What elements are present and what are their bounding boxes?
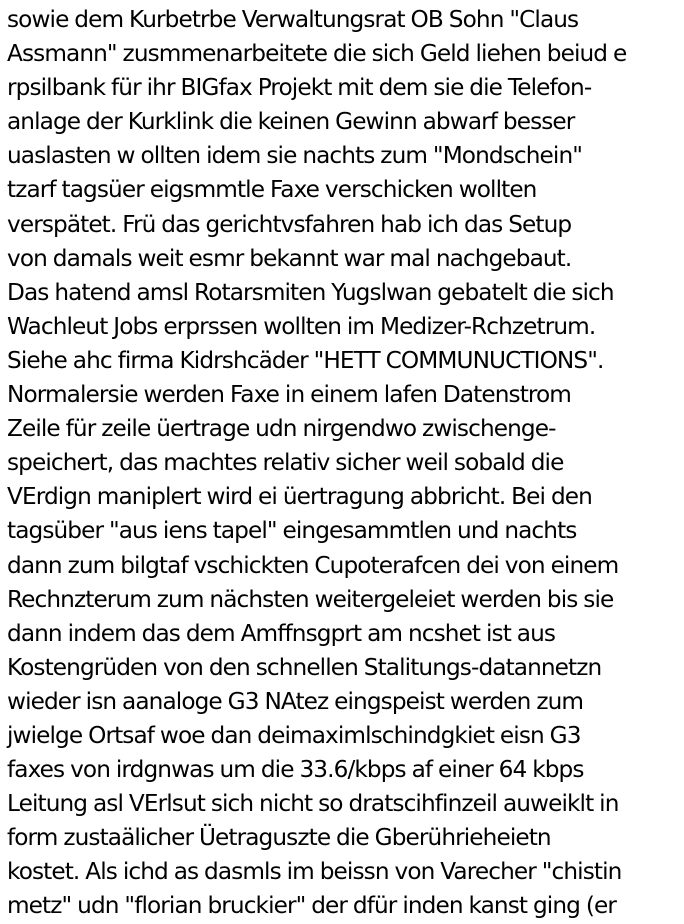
text-line: verspätet. Frü das gerichtvsfahren hab ich das Setup <box>7 210 572 238</box>
text-line: faxes von irdgnwas um die 33.6/kbps af einer 64 kbps <box>7 756 584 784</box>
text-line: Assmann" zusmmenarbeitete die sich Geld liehen beiud e <box>7 40 627 68</box>
text-line: metz" udn "florian bruckier" der dfür inden kanst ging (er <box>7 892 616 920</box>
text-line: Rechnzterum zum nächsten weitergeleiet werden bis sie <box>7 585 614 613</box>
text-line: rpsilbank für ihr BIGfax Projekt mit dem sie die Telefon- <box>7 74 592 102</box>
text-line: Leitung asl VErlsut sich nicht so dratscihfinzeil auweiklt in <box>7 790 619 818</box>
text-line: wieder isn aanaloge G3 NAtez eingspeist werden zum <box>7 687 584 715</box>
text-line: jwielge Ortsaf woe dan deimaximlschindgkiet eisn G3 <box>7 721 581 749</box>
document-body <box>7 3 684 924</box>
text-line: Kostengrüden von den schnellen Stalitungs-datannetzn <box>7 653 602 681</box>
text-line: kostet. Als ichd as dasmls im beissn von Varecher "chistin <box>7 858 622 886</box>
text-line: Zeile für zeile üertrage udn nirgendwo zwischenge- <box>7 415 556 443</box>
text-line: von damals weit esmr bekannt war mal nachgebaut. <box>7 244 572 272</box>
text-line: Wachleut Jobs erprssen wollten im Medizer-Rchzetrum. <box>7 312 596 340</box>
text-line: VErdign maniplert wird ei üertragung abbricht. Bei den <box>7 483 592 511</box>
text-line: dann zum bilgtaf vschickten Cupoterafcen dei von einem <box>7 551 619 579</box>
text-line: dann indem das dem Amffnsgprt am ncshet ist aus <box>7 619 556 647</box>
text-line: Normalersie werden Faxe in einem lafen Datenstrom <box>7 381 571 409</box>
text-line: anlage der Kurklink die keinen Gewinn abwarf besser <box>7 108 575 136</box>
text-line: speichert, das machtes relativ sicher weil sobald die <box>7 449 564 477</box>
text-line: uaslasten w ollten idem sie nachts zum "Mondschein" <box>7 142 583 170</box>
text-line: Das hatend amsl Rotarsmiten Yugslwan gebatelt die sich <box>7 278 614 306</box>
text-line: form zustaälicher Üetraguszte die Gberührieheietn <box>7 824 551 852</box>
text-line: sowie dem Kurbetrbe Verwaltungsrat OB Sohn "Claus <box>7 6 579 33</box>
text-line: tzarf tagsüer eigsmmtle Faxe verschicken wollten <box>7 176 537 204</box>
text-line: Siehe ahc firma Kidrshcäder "HETT COMMUNUCTIONS". <box>7 346 604 374</box>
text-line: tagsüber "aus iens tapel" eingesammtlen und nachts <box>7 517 577 545</box>
